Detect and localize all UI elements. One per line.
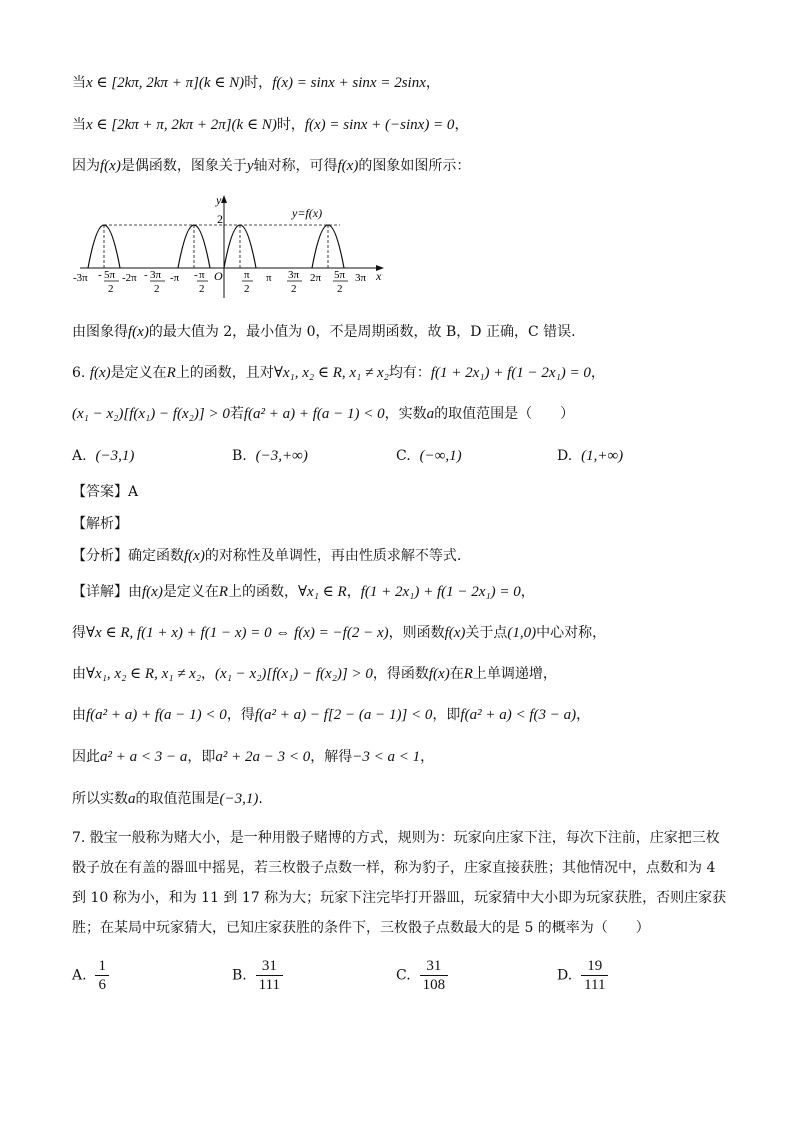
option-fraction: [256, 957, 283, 994]
text: 因为: [72, 158, 100, 174]
math: y: [246, 158, 254, 174]
question-7-line-2: 骰子放在有盖的器皿中摇晃，若三枚骰子点数一样，称为豹子，庄家直接获胜；其他情况中，点数和为 4: [72, 860, 716, 876]
text: 的对称性及单调性，再由性质求解不等式.: [204, 548, 462, 564]
option-value: (1,+∞): [581, 448, 624, 464]
numerator: 19: [581, 957, 608, 976]
text: 由: [72, 666, 86, 682]
option-label: D.: [557, 967, 573, 984]
max-label: 2: [217, 212, 223, 226]
math: a: [128, 791, 136, 807]
q6-detail-1: [72, 581, 754, 603]
math: f(x) = sinx + (−sinx) = 0: [304, 117, 455, 133]
text: 是定义在: [162, 584, 219, 600]
math: (−3,1): [219, 791, 259, 807]
text: ，得函数: [372, 666, 429, 682]
math: a² + a < 3 − a: [100, 749, 188, 765]
intro-line-2: [72, 114, 754, 136]
math: (1,0): [507, 625, 537, 641]
q6-option-c[interactable]: [396, 445, 462, 467]
text: ，: [201, 666, 216, 682]
detail-tag: 【详解】: [72, 584, 128, 600]
text: 确定函数: [128, 548, 184, 564]
text: 的取值范围是（ ）: [434, 406, 575, 422]
text: ，: [420, 749, 435, 765]
text: ，: [590, 365, 605, 381]
tick-label: -: [98, 269, 102, 281]
option-label: B.: [232, 448, 247, 464]
option-label: A.: [72, 967, 87, 984]
q6-detail-3: [72, 663, 754, 685]
text: ，: [454, 117, 469, 133]
tick-label: π: [266, 272, 272, 284]
q7-option-d[interactable]: [557, 957, 608, 994]
q6-fenxi: [72, 545, 754, 567]
math: a: [426, 406, 435, 422]
question-7-line-1: 7. 骰宝一般称为赌大小，是一种用骰子赌博的方式，规则为：玩家向庄家下注，每次下注前，庄家把三枚: [72, 830, 720, 846]
question-7-line-3: 到 10 称为小，和为 11 到 17 称为大；玩家下注完毕打开器皿，玩家猜中大小即为玩家获胜，否则庄家获: [72, 890, 727, 906]
text: 是定义在: [110, 365, 167, 381]
q6-detail-5: [72, 746, 754, 768]
q7-option-c[interactable]: [396, 957, 448, 994]
text: 中心对称，: [536, 625, 607, 641]
tick-label: 2: [108, 283, 114, 295]
q6-analysis: [72, 513, 754, 535]
math: f(x): [444, 625, 466, 641]
math: x ∈ [2kπ + π, 2kπ + 2π](k ∈ N): [86, 117, 277, 133]
math: f(x): [184, 548, 205, 564]
option-fraction: [95, 957, 109, 994]
text: 由图象得: [72, 324, 128, 340]
math: f(x) = sinx + sinx = 2sinx: [272, 75, 426, 91]
fenxi-tag: 【分析】: [72, 548, 128, 564]
curve-label: y=f(x): [292, 206, 323, 220]
tick-label: 5π: [334, 269, 346, 281]
q6-detail-6: [72, 788, 754, 810]
math: f(x): [89, 365, 111, 381]
answer-value: A: [128, 484, 139, 500]
math: x ∈ [2kπ, 2kπ + π](k ∈ N): [86, 75, 245, 91]
q6-option-d[interactable]: [557, 445, 623, 467]
option-fraction: [581, 957, 608, 994]
analysis-tag: 【解析】: [72, 516, 128, 532]
text: ，: [576, 707, 591, 723]
math: f(a² + a) < f(3 − a): [460, 707, 577, 723]
text: 当: [72, 75, 86, 91]
denominator: 111: [258, 977, 281, 993]
option-label: D.: [557, 448, 573, 464]
numerator: 31: [420, 957, 449, 976]
math: f(a² + a) + f(a − 1) < 0: [86, 707, 227, 723]
denominator: 108: [422, 977, 446, 993]
denominator: 6: [98, 977, 106, 993]
math: f(x): [428, 666, 450, 682]
q6-answer: [72, 481, 754, 503]
text: 上单调递增，: [472, 666, 557, 682]
math: f(1 + 2x₁) + f(1 − 2x₁) = 0: [430, 365, 591, 381]
text: ，: [346, 584, 361, 600]
q7-option-b[interactable]: [232, 957, 283, 994]
math: a² + 2a − 3 < 0: [215, 749, 311, 765]
text: 所以实数: [72, 791, 128, 807]
math: f(a² + a) − f[2 − (a − 1)] < 0: [254, 707, 433, 723]
tick-label: 2: [291, 283, 297, 295]
option-value: (−∞,1): [419, 448, 462, 464]
text: 若: [229, 406, 244, 422]
option-label: A.: [72, 448, 87, 464]
tick-label: -3π: [73, 272, 88, 284]
graph-conclusion: [72, 321, 754, 343]
text: 在: [449, 666, 464, 682]
tick-label: -: [194, 269, 198, 281]
answer-tag: 【答案】: [72, 484, 128, 500]
math: f(x): [337, 158, 359, 174]
text: ，得: [226, 707, 255, 723]
numerator: 1: [95, 957, 109, 976]
text: ，即: [432, 707, 461, 723]
tick-label: π: [244, 269, 250, 281]
math: (x₁ − x₂)[f(x₁) − f(x₂)] > 0: [215, 666, 373, 682]
text: 因此: [72, 749, 100, 765]
math: R: [463, 666, 473, 682]
tick-label: -π: [170, 272, 180, 284]
text: ，则函数: [388, 625, 445, 641]
text: .: [258, 791, 263, 807]
text: 由: [128, 584, 142, 600]
math: R: [218, 584, 228, 600]
option-label: C.: [396, 967, 411, 984]
tick-label: 3π: [150, 269, 162, 281]
function-graph: [68, 190, 388, 302]
option-value: (−3,1): [95, 448, 135, 464]
text: 均有：: [388, 365, 431, 381]
option-label: B.: [232, 967, 247, 984]
origin-label: O: [214, 269, 223, 283]
x-axis-label: x: [376, 269, 382, 283]
tick-label: 3π: [288, 269, 300, 281]
math: R: [166, 365, 176, 381]
text: 是偶函数，图象关于: [120, 158, 247, 174]
text: 关于点: [465, 625, 508, 641]
math: f(a² + a) + f(a − 1) < 0: [243, 406, 385, 422]
q6-detail-2: [72, 622, 754, 644]
text: 的图象如图所示：: [358, 158, 471, 174]
question-number: 6.: [72, 365, 86, 381]
text: ，解得: [310, 749, 353, 765]
text: ，即: [187, 749, 216, 765]
numerator: 31: [256, 957, 283, 976]
text: 由: [72, 707, 86, 723]
tick-label: 5π: [104, 269, 116, 281]
option-value: (−3,+∞): [255, 448, 308, 464]
option-fraction: [420, 957, 449, 994]
math: ∀x₁, x₂ ∈ R, x₁ ≠ x₂: [86, 666, 202, 682]
math: ∀x₁ ∈ R: [298, 584, 347, 600]
math: ∀x ∈ R, f(1 + x) + f(1 − x) = 0 ⇔ f(x) = −f(2 − x): [86, 625, 389, 641]
q6-detail-4: [72, 704, 754, 726]
q7-option-a[interactable]: [72, 957, 109, 994]
question-7-line-4: 胜；在某局中玩家猜大，已知庄家获胜的条件下，三枚骰子点数最大的是 5 的概率为（ ）: [72, 920, 650, 936]
tick-label: 2: [154, 283, 160, 295]
math: f(1 + 2x₁) + f(1 − 2x₁) = 0: [360, 584, 521, 600]
denominator: 111: [584, 977, 606, 993]
y-axis-label: y: [216, 193, 222, 207]
text: ，: [425, 75, 440, 91]
text: 轴对称，可得: [253, 158, 338, 174]
text: 上的函数，: [228, 584, 298, 600]
tick-label: -: [144, 269, 148, 281]
question-6-line-1: [72, 362, 754, 384]
text: 的取值范围是: [135, 791, 220, 807]
math: ∀x₁, x₂ ∈ R, x₁ ≠ x₂: [273, 365, 389, 381]
question-6-line-2: [72, 403, 754, 425]
math: −3 < a < 1: [352, 749, 421, 765]
text: 得: [72, 625, 86, 641]
math: (x₁ − x₂)[f(x₁) − f(x₂)] > 0: [72, 406, 230, 422]
math: f(x): [128, 324, 149, 340]
q6-option-b[interactable]: [232, 445, 308, 467]
tick-label: 2: [244, 283, 250, 295]
intro-line-3: [72, 155, 754, 177]
text: 时，: [244, 75, 273, 91]
text: ，: [520, 584, 535, 600]
option-label: C.: [396, 448, 411, 464]
math: f(x): [100, 158, 121, 174]
tick-label: 3π: [355, 272, 367, 284]
text: 上的函数，且对: [175, 365, 274, 381]
math: f(x): [142, 584, 163, 600]
tick-label: 2: [337, 283, 343, 295]
text: 的最大值为 2，最小值为 0，不是周期函数，故 B，D 正确，C 错误.: [148, 324, 576, 340]
y-axis-arrow-icon: [221, 195, 227, 203]
text: ，实数: [384, 406, 427, 422]
text: 时，: [276, 117, 305, 133]
q6-option-a[interactable]: [72, 445, 134, 467]
intro-line-1: [72, 72, 754, 94]
tick-label: 2: [199, 283, 205, 295]
text: 当: [72, 117, 86, 133]
tick-label: -2π: [122, 272, 137, 284]
tick-label: 2π: [310, 272, 322, 284]
tick-label: π: [199, 269, 205, 281]
